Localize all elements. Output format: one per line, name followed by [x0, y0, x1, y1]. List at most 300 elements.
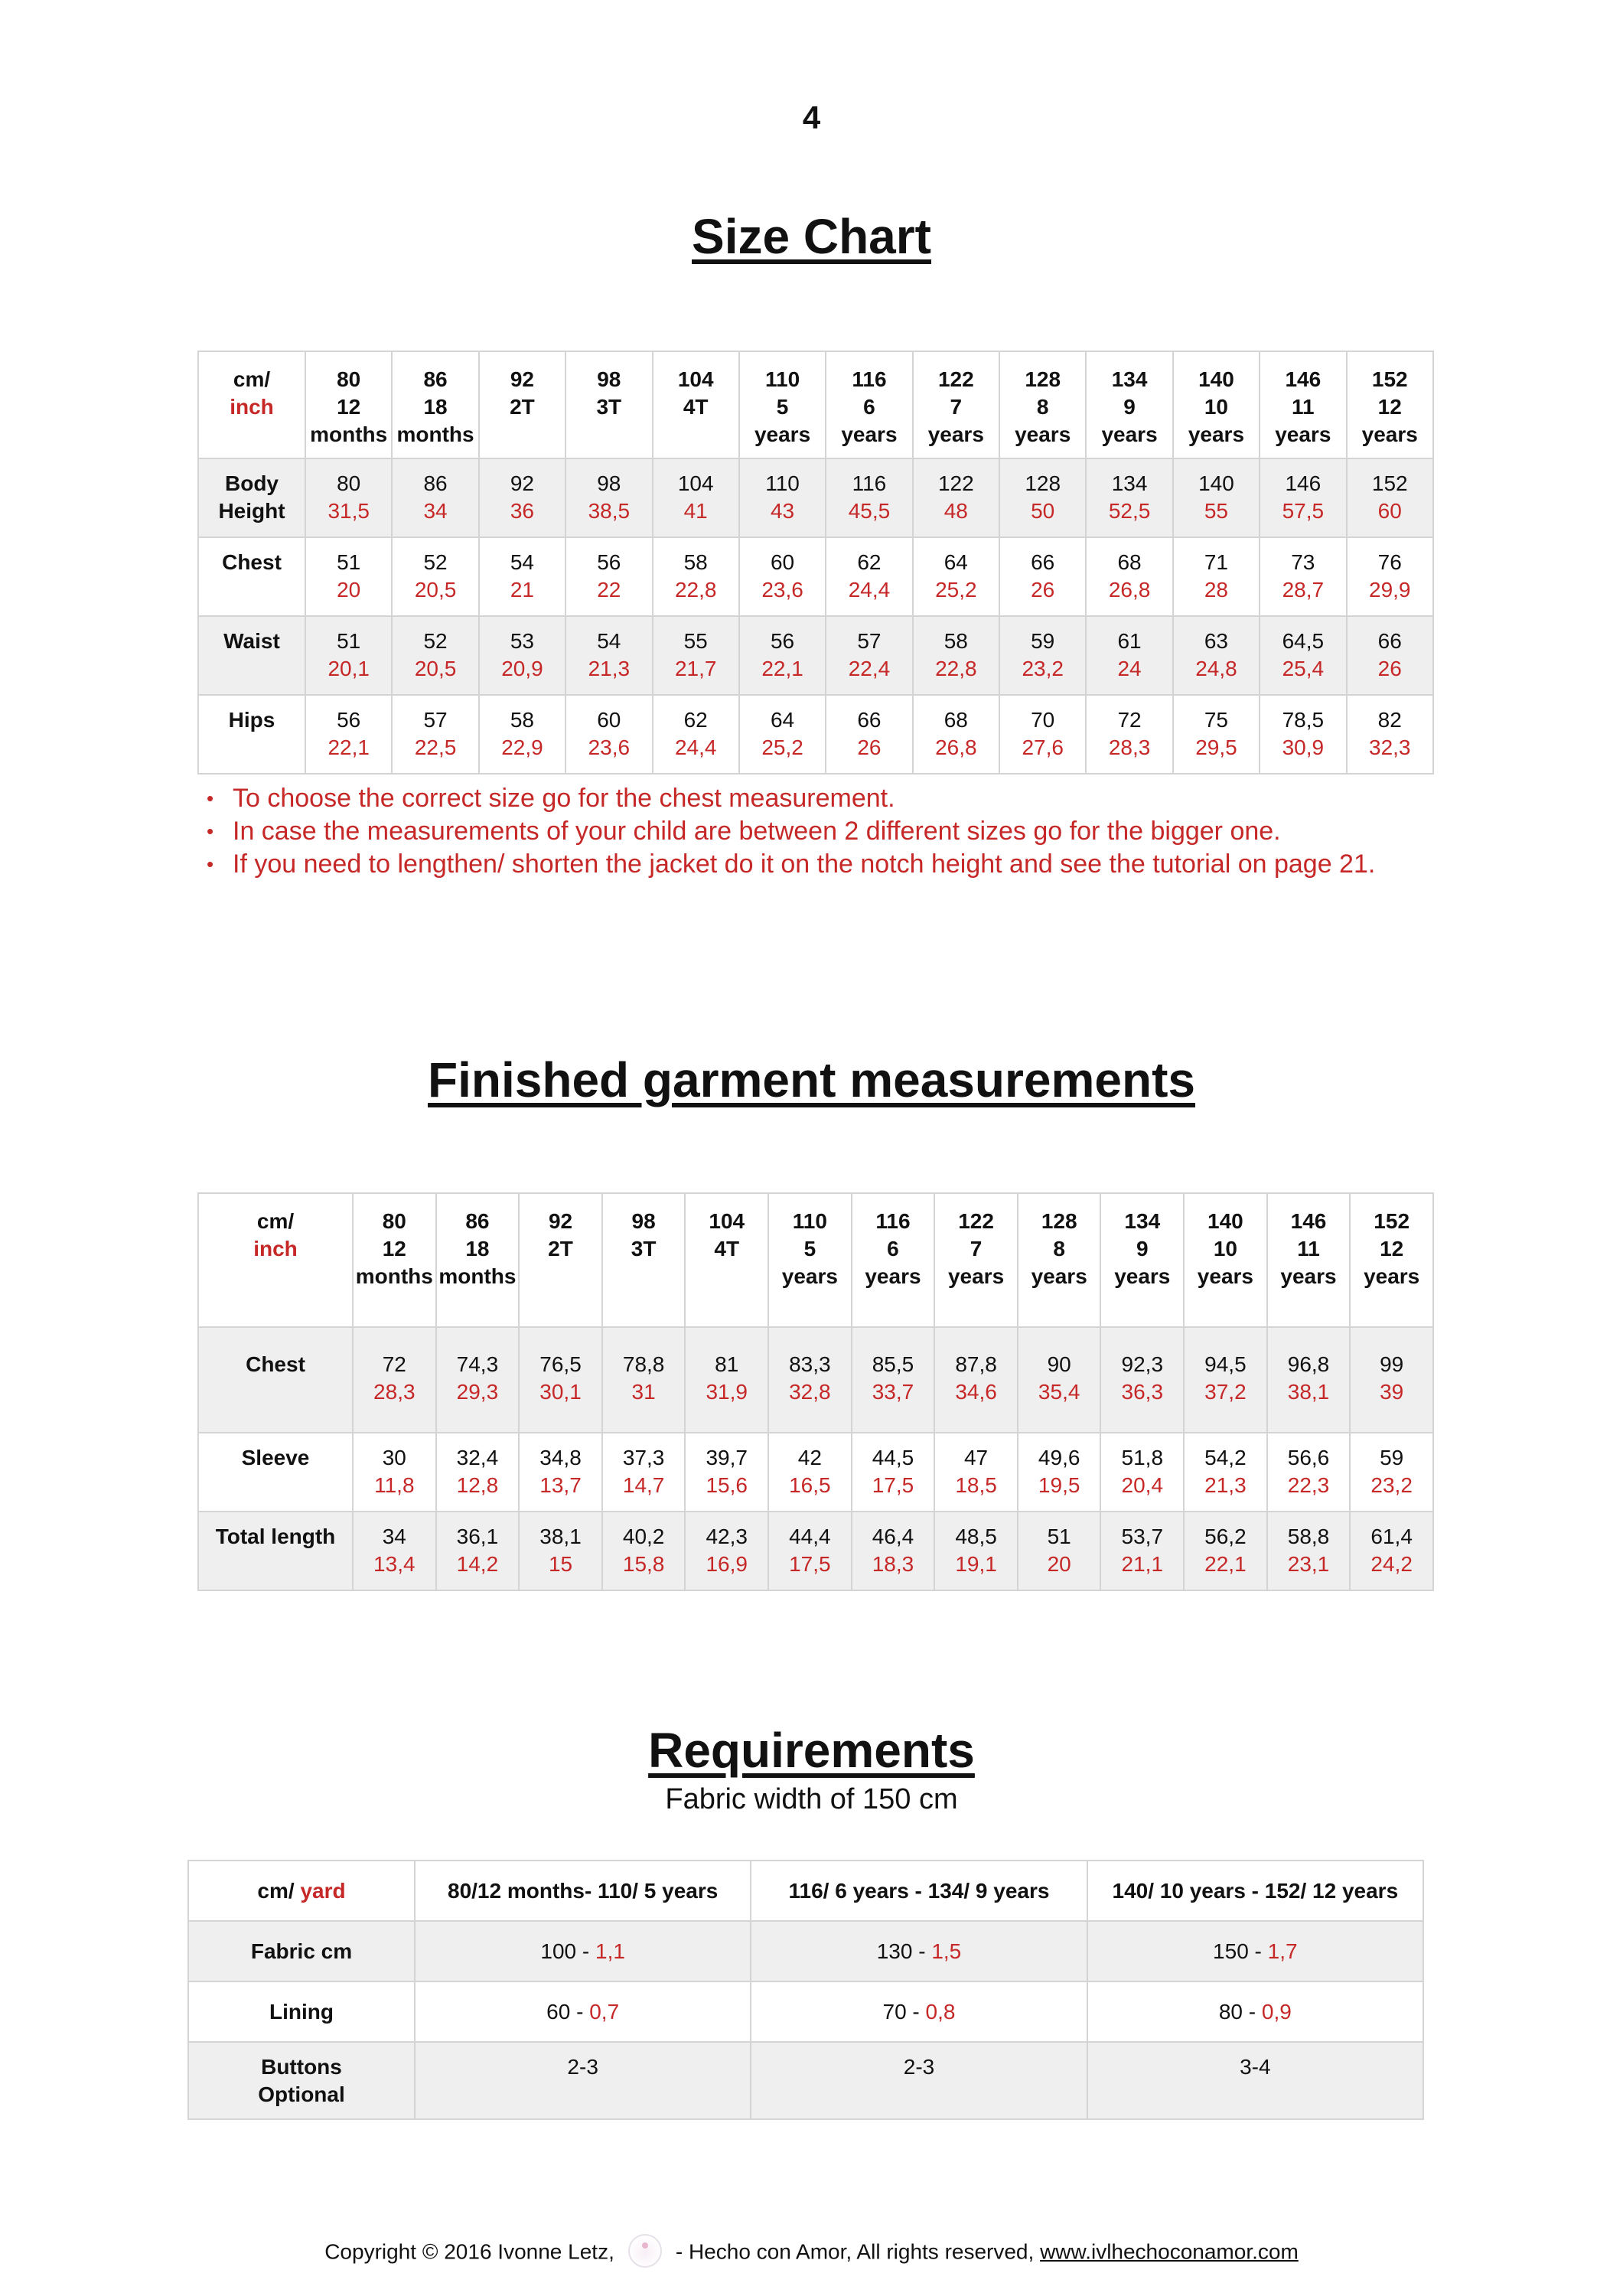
value-inch: 38,1 — [1287, 1380, 1330, 1404]
value-inch: 21,7 — [674, 657, 717, 680]
table-row — [198, 616, 1433, 695]
size-chart-header-row — [198, 351, 1433, 458]
size-label: 7 — [950, 395, 963, 419]
measurement-cell — [1347, 458, 1434, 537]
size-label: 140 — [1198, 367, 1234, 391]
value-cm: 66 — [1377, 629, 1402, 653]
size-column-header — [1350, 1193, 1433, 1327]
value-cm: 62 — [683, 708, 708, 732]
value-yard: 1,7 — [1267, 1939, 1298, 1963]
requirements-col-header: 116/ 6 years - 134/ 9 years — [751, 1861, 1087, 1921]
measurement-cell — [999, 537, 1086, 616]
size-label: years — [1101, 422, 1158, 446]
size-column-header — [479, 351, 565, 458]
footer — [0, 2236, 1623, 2270]
measurement-cell — [305, 695, 392, 774]
measurement-cell — [602, 1512, 686, 1590]
requirements-col-header: 140/ 10 years - 152/ 12 years — [1087, 1861, 1423, 1921]
value-cm: 74,3 — [456, 1352, 499, 1376]
row-label — [198, 616, 305, 695]
measurement-cell — [1260, 616, 1346, 695]
value-inch: 18,3 — [872, 1552, 914, 1576]
measurement-cell — [999, 616, 1086, 695]
requirement-cell: 60 - 0,7 — [415, 1981, 751, 2042]
value-inch: 25,2 — [761, 735, 803, 759]
value-inch: 23,6 — [761, 578, 803, 602]
value-cm: 122 — [937, 471, 974, 495]
value-inch: 14,2 — [456, 1552, 499, 1576]
value-inch: 41 — [683, 499, 708, 523]
value-inch: 34,6 — [955, 1380, 997, 1404]
value-cm: 76,5 — [539, 1352, 582, 1376]
requirements-subtitle: Fabric width of 150 cm — [665, 1783, 958, 1815]
value-inch: 24,4 — [674, 735, 717, 759]
size-column-header — [934, 1193, 1018, 1327]
measurement-cell — [739, 458, 826, 537]
row-label-text: Height — [218, 499, 285, 523]
size-label: 128 — [1025, 367, 1061, 391]
value-inch: 31,9 — [706, 1380, 748, 1404]
measurement-cell — [1100, 1327, 1184, 1433]
value-inch: 20,1 — [328, 657, 370, 680]
value-inch: 29,9 — [1369, 578, 1411, 602]
value-cm: 64 — [770, 708, 795, 732]
row-label-text: Waist — [223, 629, 280, 653]
size-column-header — [852, 1193, 935, 1327]
size-label: 3T — [596, 395, 622, 419]
measurement-cell — [1086, 616, 1172, 695]
table-row — [198, 458, 1433, 537]
size-label: years — [1361, 422, 1418, 446]
row-label-text: Hips — [228, 708, 275, 732]
size-label: years — [1031, 1264, 1087, 1288]
measurement-cell — [565, 616, 652, 695]
measurement-cell — [565, 695, 652, 774]
size-label: 6 — [887, 1237, 899, 1261]
value-cm: 72 — [1117, 708, 1142, 732]
value-cm: 62 — [857, 550, 882, 574]
value-inch: 15,6 — [706, 1473, 748, 1497]
value-cm: 150 — [1213, 1939, 1249, 1963]
size-label: years — [865, 1264, 921, 1288]
brand-logo-icon — [628, 2234, 662, 2268]
row-label-text: Optional — [258, 2082, 345, 2106]
value-inch: 24,2 — [1370, 1552, 1413, 1576]
measurement-cell — [852, 1433, 935, 1512]
unit-inch: inch — [230, 395, 274, 419]
size-label: 134 — [1124, 1209, 1161, 1233]
unit-cm: cm/ — [256, 1209, 295, 1233]
size-column-header — [1347, 351, 1434, 458]
value-inch: 23,6 — [588, 735, 631, 759]
value-cm: 68 — [943, 708, 968, 732]
measurement-cell — [436, 1512, 520, 1590]
size-column-header — [999, 351, 1086, 458]
size-label: years — [754, 422, 811, 446]
requirement-cell: 100 - 1,1 — [415, 1921, 751, 1981]
value-cm: 56 — [337, 708, 361, 732]
measurement-cell — [1173, 458, 1260, 537]
value-cm: 32,4 — [456, 1446, 499, 1469]
value-cm: 63 — [1204, 629, 1229, 653]
value-inch: 17,5 — [872, 1473, 914, 1497]
value-cm: 60 — [546, 1999, 571, 2024]
value-cm: 51 — [337, 629, 361, 653]
measurement-cell — [913, 695, 999, 774]
size-label: 116 — [875, 1209, 911, 1233]
list-item: • To choose the correct size go for the chest measurement. — [207, 782, 1431, 815]
value-cm: 104 — [677, 471, 714, 495]
size-label: years — [841, 422, 898, 446]
size-label: 110 — [792, 1209, 827, 1233]
value-cm: 2-3 — [567, 2055, 598, 2079]
size-label: months — [438, 1264, 517, 1288]
row-label — [188, 1921, 415, 1981]
footer-copyright: Copyright © 2016 Ivonne Letz, — [324, 2239, 614, 2264]
row-label — [198, 537, 305, 616]
size-label: years — [1275, 422, 1331, 446]
value-inch: 21 — [510, 578, 535, 602]
row-label-text: Fabric cm — [250, 1939, 353, 1963]
value-cm: 59 — [1031, 629, 1055, 653]
size-label: months — [396, 422, 474, 446]
size-column-header — [1086, 351, 1172, 458]
measurement-cell — [1347, 537, 1434, 616]
value-cm: 96,8 — [1287, 1352, 1330, 1376]
value-cm: 64 — [943, 550, 968, 574]
value-inch: 26 — [857, 735, 882, 759]
value-cm: 54 — [510, 550, 535, 574]
measurement-cell — [934, 1512, 1018, 1590]
value-inch: 14,7 — [622, 1473, 665, 1497]
value-cm: 70 — [882, 1999, 907, 2024]
size-column-header — [392, 351, 478, 458]
requirements-table — [187, 1860, 1424, 2120]
table-row — [198, 1433, 1433, 1512]
measurement-cell — [685, 1433, 768, 1512]
value-inch: 15,8 — [622, 1552, 665, 1576]
size-label: 7 — [970, 1237, 983, 1261]
garment-body — [198, 1327, 1433, 1590]
value-cm: 51 — [337, 550, 361, 574]
size-label: 92 — [510, 367, 535, 391]
value-cm: 48,5 — [955, 1525, 997, 1548]
measurement-cell — [1018, 1433, 1101, 1512]
value-cm: 98 — [597, 471, 621, 495]
size-label: 152 — [1371, 367, 1408, 391]
value-cm: 58,8 — [1287, 1525, 1330, 1548]
measurement-cell — [1086, 458, 1172, 537]
size-label: 122 — [937, 367, 974, 391]
unit-header — [198, 351, 305, 458]
value-cm: 81 — [715, 1352, 739, 1376]
value-cm: 110 — [765, 471, 800, 495]
value-cm: 58 — [510, 708, 535, 732]
measurement-cell — [479, 458, 565, 537]
row-label: Sleeve — [198, 1433, 353, 1512]
value-cm: 57 — [857, 629, 882, 653]
value-inch: 31 — [631, 1380, 656, 1404]
value-yard: 0,9 — [1261, 1999, 1292, 2024]
value-inch: 28,7 — [1282, 578, 1325, 602]
size-label: 8 — [1053, 1237, 1065, 1261]
size-column-header — [826, 351, 912, 458]
measurement-cell — [519, 1512, 602, 1590]
value-inch: 60 — [1377, 499, 1402, 523]
value-cm: 80 — [1218, 1999, 1243, 2024]
value-cm: 94,5 — [1204, 1352, 1247, 1376]
size-label: years — [1364, 1264, 1420, 1288]
requirements-header-row — [188, 1861, 1423, 1921]
table-row — [198, 695, 1433, 774]
size-chart-body — [198, 458, 1433, 774]
measurement-cell — [479, 537, 565, 616]
measurement-cell — [353, 1433, 436, 1512]
value-inch: 23,1 — [1287, 1552, 1330, 1576]
size-label: 80 — [382, 1209, 406, 1233]
row-label: Chest — [198, 1327, 353, 1433]
requirements-title: Requirements — [648, 1723, 975, 1778]
size-label: years — [781, 1264, 838, 1288]
size-label: 146 — [1290, 1209, 1327, 1233]
measurement-cell — [479, 695, 565, 774]
value-cm: 78,8 — [622, 1352, 665, 1376]
size-label: 2T — [548, 1237, 573, 1261]
value-yard: 0,7 — [589, 1999, 620, 2024]
value-cm: 49,6 — [1038, 1446, 1080, 1469]
measurement-cell — [1086, 537, 1172, 616]
value-cm: 78,5 — [1282, 708, 1325, 732]
measurement-cell — [685, 1512, 768, 1590]
size-label: years — [1114, 1264, 1171, 1288]
size-label: 9 — [1123, 395, 1136, 419]
value-inch: 28,3 — [1108, 735, 1151, 759]
value-cm: 92,3 — [1121, 1352, 1164, 1376]
size-label: 104 — [677, 367, 714, 391]
value-cm: 36,1 — [456, 1525, 499, 1548]
measurement-cell — [1267, 1327, 1351, 1433]
measurement-cell — [768, 1512, 852, 1590]
value-cm: 70 — [1031, 708, 1055, 732]
measurement-cell — [1184, 1433, 1267, 1512]
row-label — [188, 2042, 415, 2119]
measurement-cell — [602, 1327, 686, 1433]
value-cm: 152 — [1371, 471, 1408, 495]
unit-cm: cm/ — [233, 367, 271, 391]
value-cm: 51 — [1047, 1525, 1071, 1548]
value-inch: 24,8 — [1195, 657, 1237, 680]
size-label: 6 — [863, 395, 875, 419]
measurement-cell — [826, 695, 912, 774]
value-cm: 60 — [770, 550, 795, 574]
value-cm: 37,3 — [622, 1446, 665, 1469]
footer-website-link[interactable]: www.ivlhechoconamor.com — [1040, 2239, 1299, 2264]
value-inch: 36,3 — [1121, 1380, 1164, 1404]
value-cm: 85,5 — [872, 1352, 914, 1376]
table-row — [188, 1921, 1423, 1981]
size-label: 8 — [1036, 395, 1049, 419]
value-inch: 21,3 — [1204, 1473, 1247, 1497]
value-inch: 36 — [510, 499, 535, 523]
value-inch: 37,2 — [1204, 1380, 1247, 1404]
value-inch: 22,4 — [848, 657, 891, 680]
value-yard: 1,5 — [931, 1939, 962, 1963]
unit-inch: inch — [253, 1237, 298, 1261]
value-cm: 99 — [1380, 1352, 1404, 1376]
row-label-text: Body — [225, 471, 279, 495]
value-inch: 35,4 — [1038, 1380, 1080, 1404]
size-label: 86 — [423, 367, 448, 391]
requirement-cell: 70 - 0,8 — [751, 1981, 1087, 2042]
value-inch: 22,5 — [414, 735, 457, 759]
value-cm: 30 — [382, 1446, 406, 1469]
value-inch: 21,3 — [588, 657, 631, 680]
value-cm: 47 — [963, 1446, 989, 1469]
size-label: 128 — [1041, 1209, 1077, 1233]
value-cm: 64,5 — [1282, 629, 1325, 653]
value-inch: 26 — [1377, 657, 1402, 680]
measurement-cell — [305, 537, 392, 616]
size-label: years — [1015, 422, 1071, 446]
value-inch: 25,2 — [935, 578, 977, 602]
footer-rights: - Hecho con Amor, All rights reserved, — [675, 2239, 1035, 2264]
measurement-cell — [353, 1512, 436, 1590]
measurement-cell — [739, 616, 826, 695]
size-column-header — [602, 1193, 686, 1327]
row-label-text: Buttons — [261, 2055, 342, 2079]
value-cm: 51,8 — [1121, 1446, 1164, 1469]
value-cm: 66 — [1031, 550, 1055, 574]
measurement-cell — [739, 695, 826, 774]
value-cm: 54,2 — [1204, 1446, 1247, 1469]
size-column-header — [685, 1193, 768, 1327]
table-row — [188, 1981, 1423, 2042]
measurement-cell — [436, 1327, 520, 1433]
value-inch: 16,5 — [789, 1473, 831, 1497]
value-inch: 31,5 — [328, 499, 370, 523]
value-inch: 33,7 — [872, 1380, 914, 1404]
measurement-cell — [826, 537, 912, 616]
list-item: • If you need to lengthen/ shorten the jacket do it on the notch height and see the tutorial on page 21. — [207, 848, 1431, 881]
value-inch: 16,9 — [706, 1552, 748, 1576]
size-column-header — [519, 1193, 602, 1327]
value-inch: 26 — [1031, 578, 1055, 602]
unit-header — [198, 1193, 353, 1327]
value-inch: 26,8 — [1108, 578, 1151, 602]
size-chart-title: Size Chart — [692, 209, 931, 264]
size-label: 152 — [1374, 1209, 1410, 1233]
size-label: years — [947, 1264, 1005, 1288]
value-inch: 27,6 — [1022, 735, 1064, 759]
value-inch: 29,3 — [456, 1380, 499, 1404]
value-cm: 52 — [423, 629, 448, 653]
measurement-cell — [1184, 1512, 1267, 1590]
row-label-text: Lining — [269, 1999, 334, 2024]
value-cm: 55 — [683, 629, 708, 653]
value-inch: 50 — [1031, 499, 1055, 523]
size-label: 18 — [465, 1237, 490, 1261]
row-label — [198, 695, 305, 774]
value-inch: 20 — [1047, 1552, 1071, 1576]
value-inch: 22 — [597, 578, 621, 602]
table-row — [198, 1327, 1433, 1433]
value-cm: 34,8 — [539, 1446, 582, 1469]
value-inch: 48 — [943, 499, 968, 523]
value-inch: 20,4 — [1121, 1473, 1164, 1497]
value-cm: 39,7 — [706, 1446, 748, 1469]
measurement-cell — [1018, 1327, 1101, 1433]
size-label: 116 — [852, 367, 887, 391]
size-label: years — [1280, 1264, 1337, 1288]
value-cm: 56 — [597, 550, 621, 574]
size-label: 10 — [1204, 395, 1229, 419]
value-inch: 57,5 — [1282, 499, 1325, 523]
value-inch: 20,9 — [501, 657, 543, 680]
value-cm: 83,3 — [789, 1352, 831, 1376]
measurement-cell — [353, 1327, 436, 1433]
size-column-header — [1173, 351, 1260, 458]
row-label-text: Chest — [222, 550, 282, 574]
value-cm: 86 — [423, 471, 448, 495]
value-cm: 38,1 — [539, 1525, 582, 1548]
size-chart-table — [197, 351, 1434, 775]
value-inch: 13,4 — [373, 1552, 416, 1576]
value-cm: 42 — [797, 1446, 822, 1469]
size-label: 11 — [1297, 1237, 1320, 1261]
value-inch: 22,1 — [761, 657, 803, 680]
size-label: 11 — [1292, 395, 1315, 419]
measurement-cell — [653, 616, 739, 695]
measurement-cell — [392, 616, 478, 695]
measurement-cell — [1018, 1512, 1101, 1590]
measurement-cell — [999, 695, 1086, 774]
value-cm: 42,3 — [706, 1525, 748, 1548]
value-inch: 52,5 — [1108, 499, 1151, 523]
value-cm: 58 — [943, 629, 968, 653]
size-label: years — [1188, 422, 1245, 446]
measurement-cell — [826, 458, 912, 537]
value-inch: 22,9 — [501, 735, 543, 759]
page-number: 4 — [802, 99, 821, 135]
value-cm: 56,2 — [1204, 1525, 1247, 1548]
value-cm: 146 — [1285, 471, 1322, 495]
value-yard: 0,8 — [925, 1999, 956, 2024]
size-label: 98 — [631, 1209, 656, 1233]
garment-title: Finished garment measurements — [428, 1052, 1195, 1107]
size-column-header — [1260, 351, 1346, 458]
value-cm: 44,5 — [872, 1446, 914, 1469]
measurement-cell — [768, 1433, 852, 1512]
size-column-header — [305, 351, 392, 458]
size-label: 104 — [709, 1209, 745, 1233]
size-column-header — [1100, 1193, 1184, 1327]
value-cm: 40,2 — [622, 1525, 665, 1548]
size-label: 18 — [423, 395, 448, 419]
garment-header-row — [198, 1193, 1433, 1327]
value-inch: 19,1 — [955, 1552, 997, 1576]
value-cm: 3-4 — [1240, 2055, 1271, 2079]
value-cm: 53 — [510, 629, 535, 653]
measurement-cell — [602, 1433, 686, 1512]
value-inch: 55 — [1204, 499, 1229, 523]
measurement-cell — [913, 458, 999, 537]
measurement-cell — [565, 537, 652, 616]
value-inch: 38,5 — [588, 499, 631, 523]
requirements-unit-header: cm/ yard — [188, 1861, 415, 1921]
measurement-cell — [1347, 695, 1434, 774]
size-column-header — [768, 1193, 852, 1327]
measurement-cell — [1184, 1327, 1267, 1433]
